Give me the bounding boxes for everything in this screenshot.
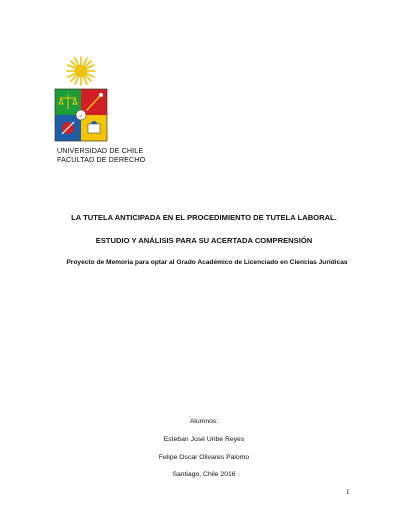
university-of-chile-coat-of-arms-icon [52, 54, 110, 146]
author-name: Felipe Oscar Olivares Palomo [158, 454, 250, 461]
university-name: UNIVERSIDAD DE CHILE [57, 146, 144, 155]
institution-name [57, 146, 145, 164]
authors-label: Alumnos: [189, 418, 219, 425]
page-number: 1 [346, 488, 350, 496]
place-and-date: Santiago, Chile 2016 [172, 471, 236, 478]
svg-text:∞: ∞ [79, 112, 83, 118]
document-title: LA TUTELA ANTICIPADA EN EL PROCEDIMIENTO DE TUTELA LABORAL. [71, 213, 337, 222]
document-subtitle: ESTUDIO Y ANÁLISIS PARA SU ACERTADA COMPRENSIÓN [95, 236, 313, 245]
document-description: Proyecto de Memoria para optar al Grado Académico de Licenciado en Ciencias Jurídicas [66, 259, 348, 266]
sun-icon [67, 57, 95, 85]
author-name: Esteban José Uribe Reyes [163, 436, 245, 443]
faculty-name: FACULTAD DE DERECHO [57, 155, 146, 164]
shield [55, 89, 107, 141]
